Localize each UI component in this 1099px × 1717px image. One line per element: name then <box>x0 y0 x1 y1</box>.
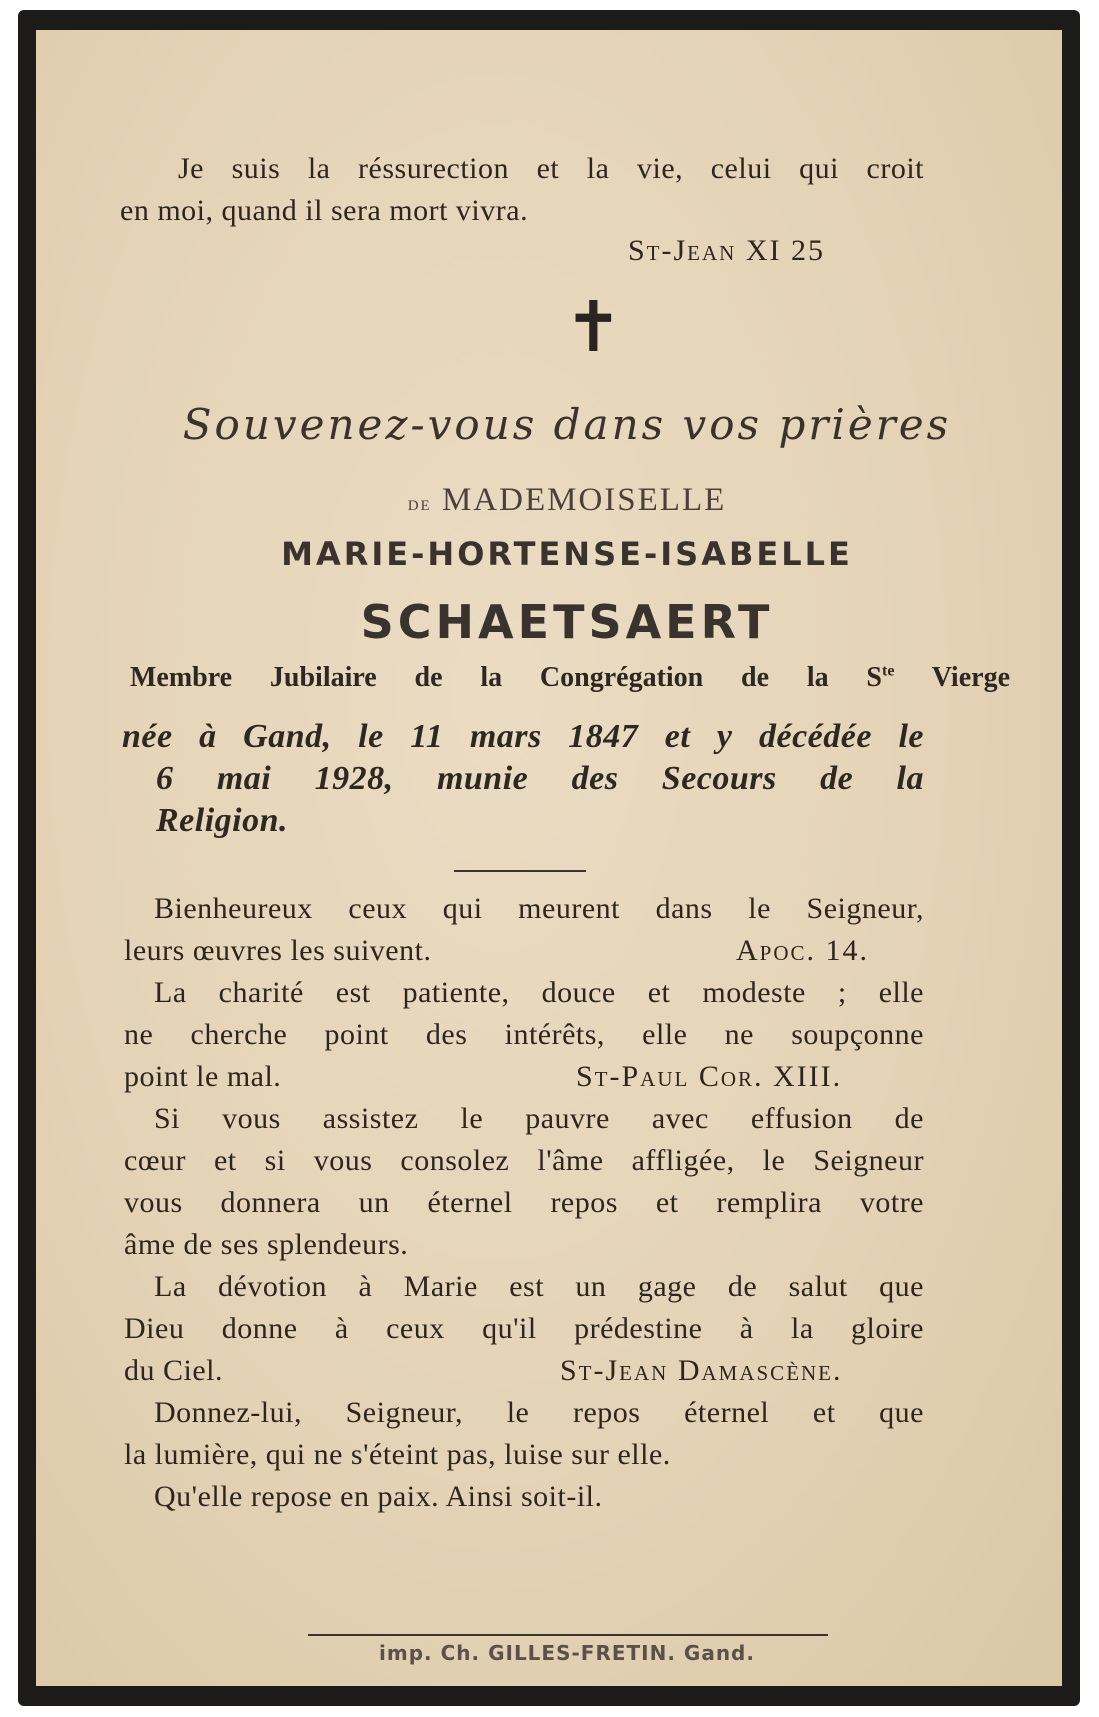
membership-text: Membre Jubilaire de la Congrégation de la S <box>130 662 883 693</box>
prayer-3-line-3: vous donnera un éternel repos et remplira votre <box>124 1186 924 1219</box>
membership-suffix: Vierge <box>894 662 1010 693</box>
prayer-6-line-1: Qu'elle repose en paix. Ainsi soit-il. <box>154 1480 603 1513</box>
prayer-4-reference: St-Jean Damascène. <box>560 1354 843 1387</box>
prayer-2-line-2: ne cherche point des intérêts, elle ne soupçonne <box>124 1018 924 1051</box>
prayer-3-line-1: Si vous assistez le pauvre avec effusion de <box>154 1102 924 1135</box>
epigraph-reference: St-Jean XI 25 <box>628 234 825 267</box>
prayer-2-line-3: point le mal. <box>124 1060 282 1093</box>
prayer-4-line-1: La dévotion à Marie est un gage de salut que <box>154 1270 924 1303</box>
de-word: de <box>407 490 432 515</box>
prayer-5-line-2: la lumière, qui ne s'éteint pas, luise sur elle. <box>124 1438 671 1471</box>
prayer-1-line-2: leurs œuvres les suivent. <box>124 934 432 967</box>
epigraph-line-2: en moi, quand il sera mort vivra. <box>120 194 529 227</box>
prayer-4-line-2: Dieu donne à ceux qu'il prédestine à la gloire <box>124 1312 924 1345</box>
divider <box>454 870 586 872</box>
prayer-4-line-3: du Ciel. <box>124 1354 223 1387</box>
memorial-card <box>18 10 1080 1706</box>
deceased-surname: SCHAETSAERT <box>360 595 774 649</box>
remember-heading: Souvenez-vous dans vos prières <box>182 400 952 449</box>
prayer-3-line-4: âme de ses splendeurs. <box>124 1228 409 1261</box>
prayer-5-line-1: Donnez-lui, Seigneur, le repos éternel et que <box>154 1396 924 1429</box>
membership-sup: te <box>882 662 895 680</box>
membership-line <box>130 662 1010 694</box>
birth-death-line-1: née à Gand, le 11 mars 1847 et y décédée le <box>122 718 924 755</box>
footer-rule <box>308 1634 828 1636</box>
deceased-given-names: MARIE-HORTENSE-ISABELLE <box>281 535 853 573</box>
epigraph-line-1: Je suis la réssurection et la vie, celui qui croit <box>178 152 924 185</box>
mademoiselle-word: MADEMOISELLE <box>441 482 727 518</box>
prayer-1-reference: Apoc. 14. <box>736 934 870 967</box>
prayer-2-reference: St-Paul Cor. XIII. <box>576 1060 843 1093</box>
printer-imprint: imp. Ch. GILLES-FRETIN. Gand. <box>379 1641 755 1665</box>
prayer-2-line-1: La charité est patiente, douce et modeste ; elle <box>154 976 924 1009</box>
card-paper <box>36 30 1062 1686</box>
prayer-3-line-2: cœur et si vous consolez l'âme affligée, le Seigneur <box>124 1144 924 1177</box>
birth-death-line-2: 6 mai 1928, munie des Secours de la <box>156 760 924 797</box>
prayer-1-line-1: Bienheureux ceux qui meurent dans le Seigneur, <box>154 892 924 925</box>
cross-icon: ✝ <box>564 290 623 367</box>
birth-death-line-3: Religion. <box>156 802 289 839</box>
title-line <box>36 482 1098 519</box>
